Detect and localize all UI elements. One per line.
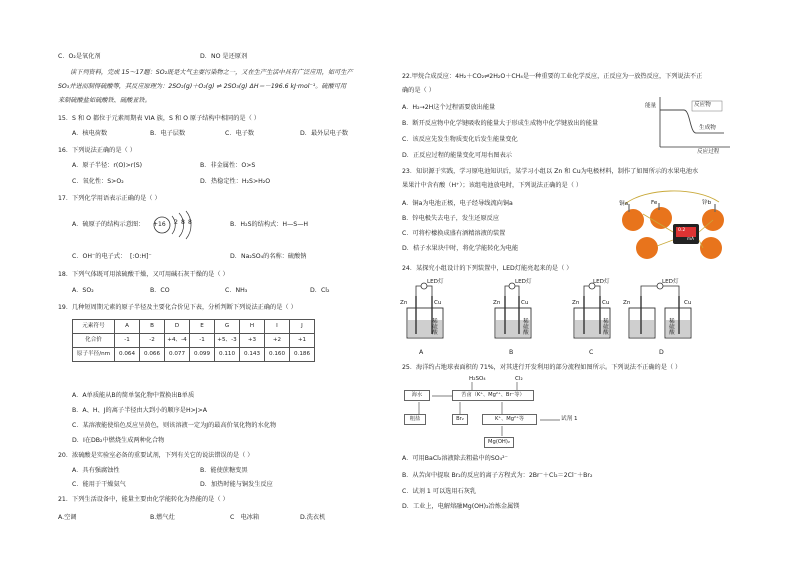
led-label-a: LED灯	[427, 279, 444, 285]
table-cell: 0.064	[115, 348, 140, 362]
q16-option-d: D．热稳定性：H₂S>H₂O	[200, 178, 271, 185]
table-cell: H	[240, 320, 265, 334]
apparatus-d-right-electrode: Cu	[684, 300, 692, 306]
question-25: 25．海洋约占地球表面积的 71%，对其进行开发利用的部分流程如图所示。下列说法不正确的是（ ）	[402, 364, 682, 371]
hydroxide-electron-formula: [:O:H]⁻	[130, 253, 152, 260]
q20-option-a: A．具有强腐蚀性	[72, 467, 120, 474]
table-cell: G	[215, 320, 240, 334]
apparatus-d-acid: 稀硫酸	[667, 318, 674, 335]
acid-solution	[630, 320, 654, 337]
table-cell: 0.143	[240, 348, 265, 362]
fruit-label-zn: 锌b	[702, 200, 712, 206]
question-15: 15．S 和 O 都位于元素周期表 VIA 族，S 和 O 原子结构中相同的是（ ）	[58, 115, 260, 122]
apparatus-c-left-electrode: Zn	[572, 300, 580, 306]
table-cell: A	[115, 320, 140, 334]
q19-option-d: D．I在DB₂中燃烧生成两种化合物	[72, 437, 165, 444]
flow-box-mgoh2: Mg(OH)₂	[484, 437, 514, 448]
table-cell: -1	[190, 334, 215, 348]
table-cell: 0.110	[215, 348, 240, 362]
q25-option-c: C．试剂 1 可以选用石灰乳	[402, 488, 477, 495]
flow-reagent-1: 试剂 1	[561, 416, 578, 422]
q23-option-a: A．铜a为电池正极，电子经导线流向铜a	[402, 200, 513, 207]
energy-profile-graph	[652, 95, 732, 155]
fruit-label-cu: 铜a	[619, 201, 629, 207]
table-cell: +4、-4	[165, 334, 190, 348]
led-label-c: LED灯	[593, 279, 610, 285]
apparatus-a-left-electrode: Zn	[400, 300, 408, 306]
apparatus-b-acid: 稀硫酸	[521, 318, 528, 335]
orange-fruit	[636, 237, 658, 259]
apparatus-c-tag: C	[589, 349, 594, 356]
q22-option-d: D．正反应过程的能量变化可用右图表示	[402, 152, 512, 159]
question-22-line-2: 确的是（ ）	[402, 87, 435, 94]
q22-option-c: C．该反应先发生物质变化后发生能量变化	[402, 136, 518, 143]
apparatus-c-acid: 稀硫酸	[601, 318, 608, 335]
q25-option-d: D．工业上，电解熔融Mg(OH)₂冶炼金属镁	[402, 503, 520, 510]
apparatus-a-acid: 稀硫酸	[430, 318, 437, 335]
question-20: 20．浓硫酸是实验室必备的重要试剂，下列有关它的说法错误的是（ ）	[58, 452, 254, 459]
q15-option-c: C．电子数	[225, 130, 255, 137]
q15-option-d: D．最外层电子数	[300, 130, 349, 137]
flow-box-crude-salt: 粗盐	[404, 414, 426, 425]
q20-option-c: C．能用于干燥氨气	[72, 481, 126, 488]
graph-product-label: 生成物	[699, 125, 716, 131]
q21-option-a: A.空调	[58, 514, 77, 521]
q22-option-a: A．H₂→2H这个过程需要放出能量	[402, 104, 496, 111]
q18-option-b: B．CO	[150, 287, 170, 294]
q18-option-d: D．Cl₂	[310, 287, 330, 294]
apparatus-c-right-electrode: Cu	[602, 300, 610, 306]
orange-fruit	[650, 207, 672, 229]
apparatus-b-tag: B	[509, 349, 514, 356]
question-24: 24．某探究小组设计的下列装置中，LED灯能亮起来的是（ ）	[402, 265, 573, 272]
q17-option-a: A．硫原子的结构示意图：	[72, 221, 145, 228]
led-label-b: LED灯	[515, 279, 532, 285]
q21-option-d: D.洗衣机	[300, 514, 326, 521]
graph-reactant-label: 反应物	[694, 102, 711, 108]
table-cell: +2	[265, 334, 290, 348]
q23-option-c: C．可将柠檬换成盛有酒精溶液的装置	[402, 230, 506, 237]
table-cell: 0.186	[290, 348, 315, 362]
table-row	[73, 320, 315, 334]
q18-option-a: A．SO₂	[72, 287, 94, 294]
graph-y-label: 能量	[645, 103, 657, 109]
element-table	[72, 319, 315, 362]
q14-option-d: D．NO 是还原剂	[200, 53, 248, 60]
question-18: 18．下列气体既可用浓硫酸干燥，又可用碱石灰干燥的是（ ）	[58, 271, 229, 278]
question-21: 21．下列生活设备中，能量主要由化学能转化为热能的是（ ）	[58, 496, 229, 503]
meter-reading: 0.2	[678, 228, 686, 233]
table-cell: D	[165, 320, 190, 334]
q16-option-a: A．原子半径：r(O)>r(S)	[72, 162, 143, 169]
table-cell: 0.077	[165, 348, 190, 362]
table-cell: B	[140, 320, 165, 334]
table-row	[73, 334, 315, 348]
q17-option-d: D．Na₂SO₄的名称：硫酸钠	[230, 253, 307, 260]
apparatus-d	[625, 278, 705, 348]
q23-option-b: B．锌电极失去电子，发生还原反应	[402, 215, 500, 222]
row-header-valence: 化合价	[73, 334, 115, 348]
right-column	[397, 0, 794, 562]
q20-option-b: B．能使蔗糖变黑	[200, 467, 248, 474]
fruit-label-fe: Fe	[651, 200, 658, 206]
question-16: 16．下列说法正确的是（ ）	[58, 147, 136, 154]
apparatus-d-tag: D	[659, 349, 664, 356]
q20-option-d: D．加热时能与铜发生反应	[200, 481, 273, 488]
table-cell: E	[190, 320, 215, 334]
apparatus-c	[562, 278, 632, 348]
question-19: 19．几种短周期元素的原子半径及主要化合价见下表，分析判断下列说法正确的是（ ）	[58, 304, 297, 311]
q17-option-b: B．H₂S的结构式：H—S—H	[230, 221, 309, 228]
fruit-battery-diagram	[615, 190, 730, 262]
q17-option-c: C．OH⁻的电子式：	[72, 253, 127, 260]
wire	[657, 240, 673, 246]
flow-reagent-cl2: Cl₂	[515, 376, 523, 382]
shell-count-2: 8	[181, 219, 185, 226]
table-cell: -2	[140, 334, 165, 348]
q25-option-a: A．可用BaCl₂溶液除去粗盐中的SO₄²⁻	[402, 455, 508, 462]
q19-option-a: A．A单质能从B的简单氢化物中置换出B单质	[72, 392, 195, 399]
question-17: 17．下列化学用语表示正确的是（ ）	[58, 195, 161, 202]
apparatus-b	[485, 278, 555, 348]
q15-option-a: A．核电荷数	[72, 130, 108, 137]
flow-box-br2: Br₂	[452, 414, 468, 425]
flow-reagent-h2so4: H₂SO₄	[469, 376, 486, 382]
question-22-line-1: 22.甲烷合成反应：4H₂＋CO₂⇌2H₂O＋CH₄是一种重要的工业化学反应，正反应为一放热反应，下列说法不正	[402, 73, 703, 80]
table-cell: 0.160	[265, 348, 290, 362]
meter-unit: mA	[687, 236, 694, 241]
apparatus-a-tag: A	[419, 349, 424, 356]
reading-intro-line-1: 读下列资料，完成 15～17题：SO₂既是大气主要污染物之一，又在生产生活中具有广泛应用，如可生产	[70, 69, 353, 76]
table-cell: 0.099	[190, 348, 215, 362]
table-row	[73, 348, 315, 362]
apparatus-b-left-electrode: Zn	[493, 300, 501, 306]
flow-box-brine: 苦卤（K⁺、Mg²⁺、Br⁻等）	[452, 390, 534, 401]
row-header-radius: 原子半径/nm	[73, 348, 115, 362]
reading-intro-line-2: SO₃并进而制得硫酸等，其反应原理为：2SO₂(g)＋O₂(g) ⇌ 2SO₃(g) ΔH＝－196.6 kJ·mol⁻¹。硫酸可用	[58, 83, 347, 90]
led-label-d: LED灯	[662, 279, 679, 285]
question-23-line-2: 果果汁中含有酸（H⁺）；该组电池放电时，下列说法正确的是（ ）	[402, 182, 583, 189]
nucleus-charge: +16	[153, 221, 166, 228]
q16-option-c: C．氧化性：S>O₂	[72, 178, 124, 185]
graph-x-label: 反应过程	[697, 149, 720, 155]
table-cell: J	[290, 320, 315, 334]
apparatus-a	[402, 278, 472, 348]
seawater-flow-chart	[402, 376, 602, 446]
q15-option-b: B．电子层数	[150, 130, 186, 137]
question-23-line-1: 23．知识源于实践，学习原电池知识后，某学习小组以 Zn 和 Cu为电极材料，制作了如图所示的水果电池水	[402, 168, 699, 175]
table-cell: +5、-3	[215, 334, 240, 348]
q14-option-c: C．O₂是氧化剂	[58, 53, 101, 60]
shell-count-1: 2	[174, 219, 178, 226]
table-cell: 0.066	[140, 348, 165, 362]
reading-intro-line-3: 来制硫酸盐如硫酸铁、硫酸亚铁。	[58, 97, 151, 104]
q23-option-d: D．桔子水果块中时，将化学能转化为电能	[402, 245, 519, 252]
orange-fruit	[700, 237, 722, 259]
flow-box-seawater: 海水	[404, 390, 430, 401]
shell-count-3: 8	[188, 219, 192, 226]
q21-option-c: C 电冰箱	[230, 514, 260, 521]
q19-option-b: B．A、H、J的离子半径由大到小的顺序是H>J>A	[72, 407, 208, 414]
q16-option-b: B．非金属性：O>S	[200, 162, 256, 169]
table-cell: +3	[240, 334, 265, 348]
q21-option-b: B.燃气灶	[150, 514, 175, 521]
table-cell: +1	[290, 334, 315, 348]
q22-option-b: B．断开反应物中化学键吸收的能量大于形成生成物中化学键放出的能量	[402, 120, 599, 127]
orange-fruit	[622, 209, 644, 231]
table-cell: -1	[115, 334, 140, 348]
row-header-symbol: 元素符号	[73, 320, 115, 334]
apparatus-b-right-electrode: Cu	[521, 300, 529, 306]
q18-option-c: C．NH₃	[225, 287, 248, 294]
apparatus-a-right-electrode: Cu	[434, 300, 442, 306]
flow-box-k-mg: K⁺、Mg²⁺等	[482, 414, 537, 425]
q19-option-c: C．某溶液能使焰色反应呈黄色，则该溶液一定为J的最高价氧化物的水化物	[72, 422, 277, 429]
apparatus-d-left-electrode: Zn	[623, 300, 631, 306]
table-cell: I	[265, 320, 290, 334]
q25-option-b: B．从苦卤中提取 Br₂的反应的离子方程式为：2Br⁻＋Cl₂＝2Cl⁻＋Br₂	[402, 472, 593, 479]
